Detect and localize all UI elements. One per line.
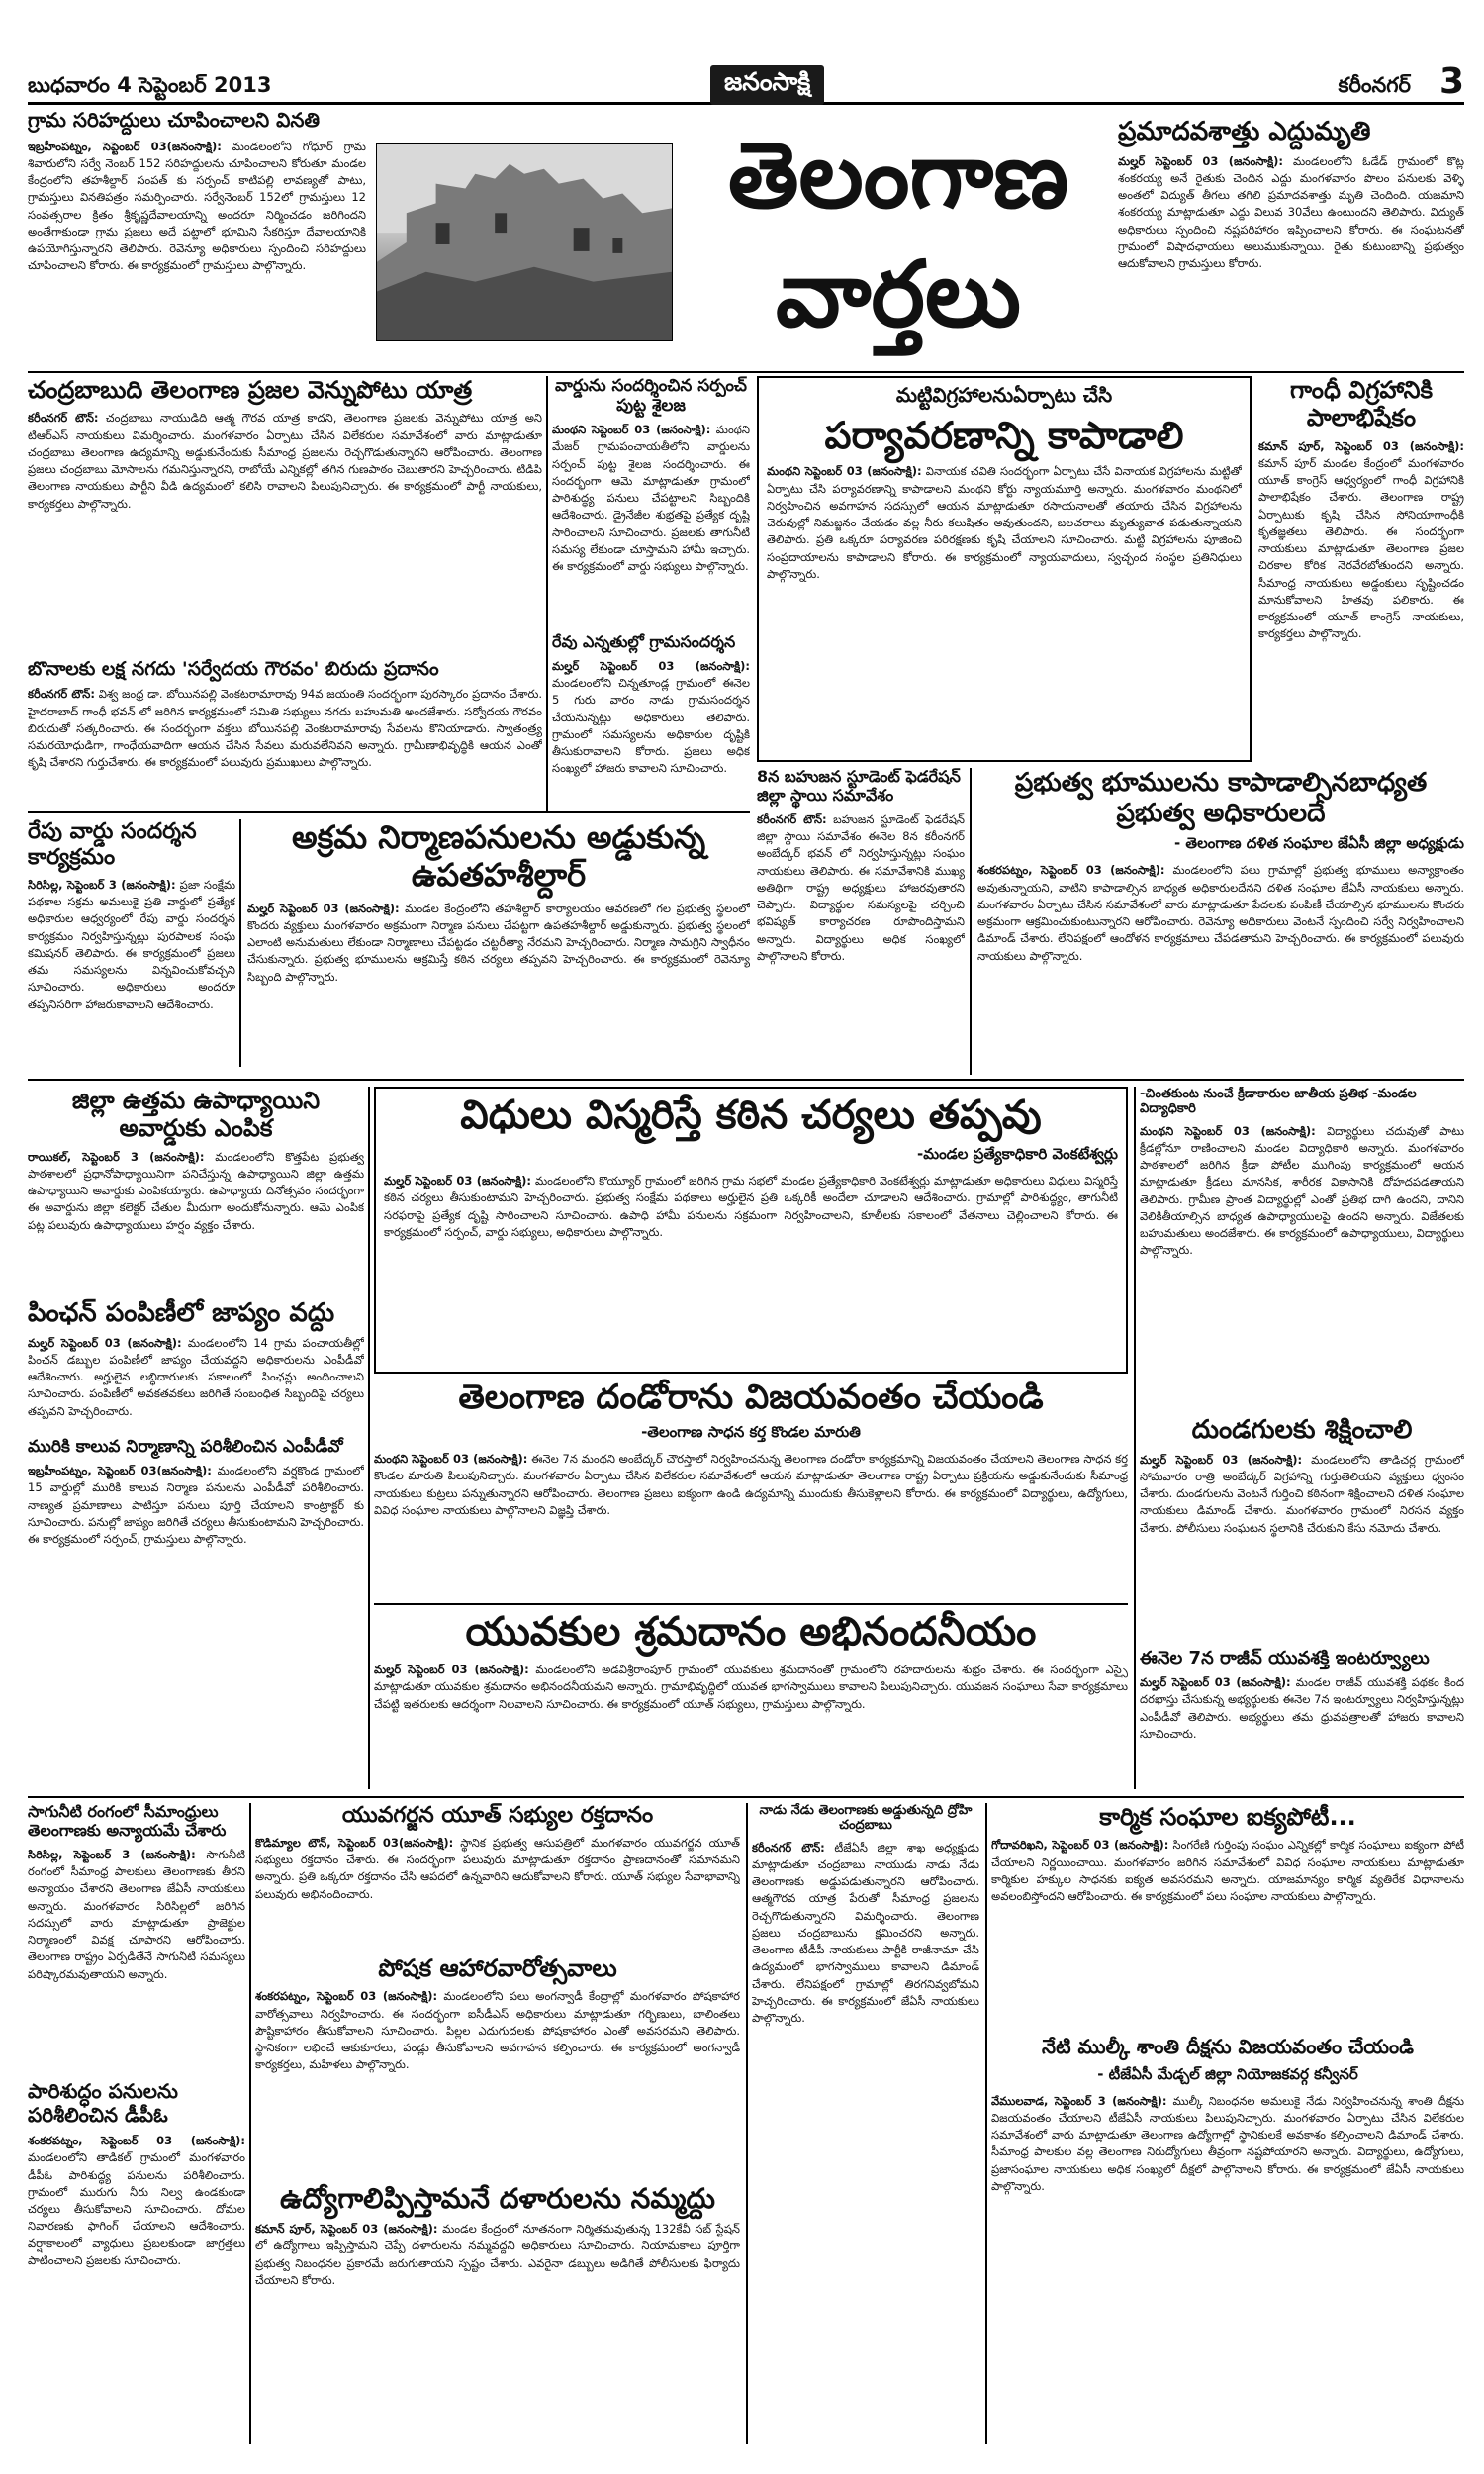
article-body: కరీంనగర్ టౌన్: చంద్రబాబు నాయుడిది ఆత్మ గౌరవ యాత్ర కాదని, తెలంగాణ ప్రజలకు వెన్నుపోటు యాత్ర అని టిఆర్ఎస్ నాయకులు విమర్శించారు. మంగళవారం ఏర్పాటు చేసిన విలేకరుల సమావేశంలో వారు మాట్లాడుతూ చంద్రబాబు తెలంగాణ ఉద్యమాన్ని అడ్డుకునేందుకు సీమాంధ్ర ప్రజలను రెచ్చగొడుతున్నారని ఆరోపించారు. తెలంగాణ ప్రజలు చంద్రబాబు మోసాలను గమనిస్తున్నారని, రాబోయే ఎన్నికల్లో తగిన గుణపాఠం చెబుతారని హెచ్చరించారు. టిడిపి తెలంగాణ నాయకులు పార్టీని వీడి ఉద్యమంలో కలిసి రావాలని పిలుపునిచ్చారు. ఈ కార్యక్రమంలో పార్టీ నాయకులు, కార్యకర్తలు పాల్గొన్నారు.	[28, 411, 542, 511]
article-headline: యువకుల శ్రమదానం అభినందనీయం	[465, 1609, 1037, 1655]
article-headline: -చింతకుంట నుంచే క్రీడాకారుల జాతీయ ప్రతిభ -మండల విద్యాధికారి	[1140, 1087, 1417, 1117]
issue-date: బుధవారం 4 సెప్టెంబర్ 2013	[28, 73, 272, 97]
article-parishuddham	[28, 2080, 245, 2444]
banner-title-line2: వార్తలు	[775, 241, 1022, 347]
article-headline: నేటి ముల్కీ శాంతి దీక్షను విజయవంతం చేయండి	[1042, 2036, 1414, 2058]
article-headline: గ్రామ సరిహద్దులు చూపించాలని వినతి	[28, 109, 321, 132]
article-headline: వార్డును సందర్శించిన సర్పంచ్ పుట్ట శైలజ	[555, 376, 747, 417]
article-yuvakula	[374, 1609, 1128, 1789]
article-body: మల్హర్ సెప్టెంబర్ 03 (జనంసాక్షి): మండలంలోని అడవిశ్రీరాంపూర్ గ్రామంలో యువకులు శ్రమదానంతో గ్రామంలోని రహదారులను శుభ్రం చేశారు. ఈ సందర్భంగా ఎస్సై మాట్లాడుతూ యువకుల శ్రమదానం అభినందనీయమని అన్నారు. గ్రామాభివృద్ధిలో యువత భాగస్వాములు కావాలని పిలుపునిచ్చారు. యువజన సంఘాలు సేవా కార్యక్రమాలు చేపట్టి ఇతరులకు ఆదర్శంగా నిలవాలని సూచించారు. ఈ కార్యక్రమంలో యూత్ సభ్యులు, గ్రామస్తులు పాల్గొన్నారు.	[374, 1663, 1128, 1711]
article-udyogalu	[255, 2182, 740, 2444]
article-body: మంథని సెప్టెంబర్ 03 (జనంసాక్షి): మంథని మేజర్ గ్రామపంచాయతీలోని వార్డులను సర్పంచ్ పుట్ట శైలజ సందర్శించారు. ఈ సందర్భంగా ఆమె మాట్లాడుతూ గ్రామంలో పారిశుద్ధ్య పనులు చేపట్టాలని సిబ్బందికి ఆదేశించారు. డ్రైనేజీల శుభ్రతపై ప్రత్యేక దృష్టి సారించాలని సూచించారు. ప్రజలకు తాగునీటి సమస్య లేకుండా చూస్తామని హామీ ఇచ్చారు. ఈ కార్యక్రమంలో వార్డు సభ్యులు పాల్గొన్నారు.	[552, 423, 750, 574]
article-vidhulu	[384, 1093, 1118, 1368]
article-headline: సాగునీటి రంగంలో సీమాంధ్రులు తెలంగాణకు అన్యాయమే చేశారు	[28, 1803, 227, 1840]
article-body: కరీంనగర్ టౌన్: బహుజన స్టూడెంట్ ఫెడరేషన్ జిల్లా స్థాయి సమావేశం ఈనెల 8న కరీంనగర్ అంబేద్కర్ భవన్ లో నిర్వహిస్తున్నట్లు సంఘం నాయకులు తెలిపారు. ఈ సమావేశానికి ముఖ్య అతిథిగా రాష్ట్ర అధ్యక్షులు హాజరవుతారని చెప్పారు. విద్యార్థుల సమస్యలపై చర్చించి భవిష్యత్ కార్యాచరణ రూపొందిస్తామని అన్నారు. విద్యార్థులు అధిక సంఖ్యలో పాల్గొనాలని కోరారు.	[757, 811, 965, 963]
article-headline: 8న బహుజన స్టూడెంట్ ఫెడరేషన్ జిల్లా స్థాయి సమావేశం	[757, 768, 961, 805]
article-grama	[28, 109, 366, 332]
article-bahujana	[757, 768, 965, 1075]
article-body: కొడిమ్యాల టౌన్, సెప్టెంబర్ 03(జనంసాక్షి): స్థానిక ప్రభుత్వ ఆసుపత్రిలో మంగళవారం యువగర్జన యూత్ సభ్యులు రక్తదానం చేశారు. ఈ సందర్భంగా పలువురు మాట్లాడుతూ రక్తదానం ప్రాణదానంతో సమానమని అన్నారు. ప్రతి ఒక్కరూ రక్తదానం చేసి ఆపదలో ఉన్నవారిని ఆదుకోవాలని కోరారు. యూత్ సభ్యుల సేవాభావాన్ని పలువురు అభినందించారు.	[255, 1835, 740, 1901]
article-headline: గాంధీ విగ్రహానికి పాలాభిషేకం	[1289, 376, 1434, 432]
article-rajiv	[1140, 1648, 1464, 1789]
article-body: వేములవాడ, సెప్టెంబర్ 3 (జనంసాక్షి): ముల్కీ నిబంధనల అమలుకై నేడు నిర్వహించనున్న శాంతి దీక్షను విజయవంతం చేయాలని టీజేఏసీ నాయకులు పిలుపునిచ్చారు. మంగళవారం ఏర్పాటు చేసిన విలేకరుల సమావేశంలో వారు మాట్లాడుతూ తెలంగాణ ఉద్యోగాల్లో స్థానికులకే అవకాశం కల్పించాలని డిమాండ్ చేశారు. సీమాంధ్ర పాలకుల వల్ల తెలంగాణ నిరుద్యోగులు తీవ్రంగా నష్టపోయారని అన్నారు. విద్యార్థులు, ఉద్యోగులు, ప్రజాసంఘాల నాయకులు అధిక సంఖ్యలో దీక్షలో పాల్గొనాలని కోరారు. ఈ కార్యక్రమంలో జేఏసీ నాయకులు పాల్గొన్నారు.	[991, 2093, 1464, 2193]
article-bonala	[28, 658, 542, 807]
article-headline: ఉద్యోగాలిప్పిస్తామనే దళారులను నమ్మద్దు	[280, 2182, 715, 2215]
article-body: మంథని సెప్టెంబర్ 03 (జనంసాక్షి): ఈనెల 7న మంథని అంబేద్కర్ చౌరస్తాలో నిర్వహించనున్న తెలంగాణ దండోరా కార్యక్రమాన్ని విజయవంతం చేయాలని తెలంగాణ సాధన కర్త కొండల మారుతి పిలుపునిచ్చారు. మంగళవారం ఏర్పాటు చేసిన విలేకరుల సమావేశంలో ఆయన మాట్లాడుతూ తెలంగాణ రాష్ట్ర ఏర్పాటు ప్రక్రియను అడ్డుకునేందుకు సీమాంధ్ర నాయకులు కుట్రలు పన్నుతున్నారని ఆరోపించారు. తెలంగాణ ప్రజలు ఐక్యంగా ఉండి ఉద్యమాన్ని ముందుకు తీసుకెళ్లాలని కోరారు. ఈ కార్యక్రమంలో విద్యార్థులు, ఉద్యోగులు, వివిధ సంఘాల నాయకులు పాల్గొనాలని విజ్ఞప్తి చేశారు.	[374, 1452, 1128, 1517]
article-mattivigrahalu	[767, 384, 1242, 755]
article-karmika	[991, 1803, 1464, 2031]
article-body: కమాన్ పూర్, సెప్టెంబర్ 03 (జనంసాక్షి): మండల కేంద్రంలో నూతనంగా నిర్మితమవుతున్న 132కేవీ సబ్ స్టేషన్ లో ఉద్యోగాలు ఇప్పిస్తామని చెప్పే దళారులను నమ్మవద్దని అధికారులు సూచించారు. నియామకాలు పూర్తిగా ప్రభుత్వ నిబంధనల ప్రకారమే జరుగుతాయని స్పష్టం చేశారు. ఎవరైనా డబ్బులు అడిగితే పోలీసులకు ఫిర్యాదు చేయాలని కోరారు.	[255, 2222, 740, 2287]
fort-photo	[376, 143, 673, 341]
article-body: మల్హర్ సెప్టెంబర్ 03 (జనంసాక్షి): మండలంలోని చిన్నతూండ్ల గ్రామంలో ఈనెల 5 గురు వారం నాడు గ్రామసందర్శన చేయనున్నట్లు అధికారులు తెలిపారు. గ్రామంలో సమస్యలను అధికారుల దృష్టికి తీసుకురావాలని కోరారు. ప్రజలు అధిక సంఖ్యలో హాజరు కావాలని సూచించారు.	[552, 658, 750, 776]
article-dandora	[374, 1378, 1128, 1600]
article-body: ఇబ్రహీంపట్నం, సెప్టెంబర్ 03(జనంసాక్షి): మండలంలోని గోధూర్ గ్రామ శివారులోని సర్వే నెంబర్ 152 సరిహద్దులను చూపించాలని కోరుతూ మండల కేంద్రంలోని తహశీల్దార్ సంపత్ కు సర్పంచ్ కాటిపల్లి లావణ్యతో పాటు, గ్రామస్తులు వినతిపత్రం సమర్పించారు. సర్వేనెంబర్ 152లో గ్రామస్తులు 12 సంవత్సరాల క్రితం శ్రీకృష్ణదేవాలయాన్ని అందరూ నిర్మించడం జరిగిందని అంతేగాకుండా గ్రామ ప్రజలు అదే పట్టాలో భూమిని సేకరిస్తూ దేవాలయానికి ఉపయోగిస్తున్నారని తెలిపారు. రెవెన్యూ అధికారులు స్పందించి సరిహద్దులు చూపించాలని కోరారు. ఈ కార్యక్రమంలో గ్రామస్తులు పాల్గొన్నారు.	[28, 139, 366, 273]
article-pinchan	[28, 1298, 364, 1432]
article-body: మంథని సెప్టెంబర్ 03 (జనంసాక్షి): వినాయక చవితి సందర్భంగా ఏర్పాటు చేసే వినాయక విగ్రహాలను మట్టితో ఏర్పాటు చేసి పర్యావరణాన్ని కాపాడాలని మంథని కోర్టు న్యాయమూర్తి అన్నారు. మంగళవారం మంథనిలో నిర్వహించిన అవగాహన సదస్సులో ఆయన మాట్లాడుతూ రసాయనాలతో తయారు చేసిన విగ్రహాలను చెరువుల్లో నిమజ్జనం చేయడం వల్ల నీరు కలుషితం అవుతుందని, జలచరాలు మృత్యువాత పడుతున్నాయని తెలిపారు. ప్రతి ఒక్కరూ పర్యావరణ పరిరక్షణకు కృషి చేయాలని సూచించారు. మట్టి విగ్రహాలను పూజించి సంప్రదాయాలను కాపాడాలని కోరారు. ఈ కార్యక్రమంలో న్యాయవాదులు, స్వచ్ఛంద సంస్థల ప్రతినిధులు పాల్గొన్నారు.	[767, 464, 1242, 581]
section-banner	[376, 124, 1108, 366]
article-headline: తెలంగాణ దండోరాను విజయవంతం చేయండి	[458, 1378, 1044, 1417]
article-headline: పారిశుద్ధం పనులను పరిశీలించిన డీపీఓ	[28, 2080, 178, 2127]
article-headline: రేవు ఎన్నతుల్లో గ్రామసందర్శన	[552, 633, 736, 651]
article-poshaka	[255, 1954, 740, 2177]
article-headline: యువగర్జన యూత్ సభ్యుల రక్తదానం	[341, 1803, 654, 1828]
article-headline: పర్యావరణాన్ని కాపాడాలి	[824, 413, 1184, 457]
article-body: గోదావరిఖని, సెప్టెంబర్ 03 (జనంసాక్షి): సింగరేణి గుర్తింపు సంఘం ఎన్నికల్లో కార్మిక సంఘాలు ఐక్యంగా పోటీ చేయాలని నిర్ణయించాయి. మంగళవారం జరిగిన సమావేశంలో వివిధ సంఘాల నాయకులు మాట్లాడుతూ కార్మికుల హక్కుల సాధనకు ఐక్యత అవసరమని అన్నారు. యాజమాన్యం కార్మిక వ్యతిరేక విధానాలను అవలంబిస్తోందని ఆరోపించారు. ఈ కార్యక్రమంలో పలు సంఘాల నాయకులు పాల్గొన్నారు.	[991, 1838, 1464, 1904]
article-body: మల్హర్ సెప్టెంబర్ 03 (జనంసాక్షి): మండలంలోని తాడిచర్ల గ్రామంలో సోమవారం రాత్రి అంబేద్కర్ విగ్రహాన్ని గుర్తుతెలియని వ్యక్తులు ధ్వంసం చేశారు. దుండగులను వెంటనే గుర్తించి కఠినంగా శిక్షించాలని దళిత సంఘాల నాయకులు డిమాండ్ చేశారు. మంగళవారం గ్రామంలో నిరసన వ్యక్తం చేశారు. పోలీసులు సంఘటన స్థలానికి చేరుకుని కేసు నమోదు చేశారు.	[1140, 1452, 1464, 1535]
article-body: మల్హర్ సెప్టెంబర్ 03 (జనంసాక్షి): మండలంలోని 14 గ్రామ పంచాయతీల్లో పింఛన్ డబ్బుల పంపిణీలో జాప్యం చేయవద్దని అధికారులను ఎంపీడీవో ఆదేశించారు. అర్హులైన లబ్ధిదారులకు సకాలంలో పింఛన్లు అందించాలని సూచించారు. పంపిణీలో అవకతవకలు జరిగితే సంబంధిత సిబ్బందిపై చర్యలు తప్పవని హెచ్చరించారు.	[28, 1335, 364, 1418]
article-body: కమాన్ పూర్, సెప్టెంబర్ 03 (జనంసాక్షి): కమాన్ పూర్ మండల కేంద్రంలో మంగళవారం యూత్ కాంగ్రెస్ ఆధ్వర్యంలో గాంధీ విగ్రహానికి పాలాభిషేకం చేశారు. తెలంగాణ రాష్ట్ర ఏర్పాటుకు కృషి చేసిన సోనియాగాంధీకి కృతజ్ఞతలు తెలిపారు. ఈ సందర్భంగా నాయకులు మాట్లాడుతూ తెలంగాణ ప్రజల చిరకాల కోరిక నెరవేరబోతుందని అన్నారు. సీమాంధ్ర నాయకులు అడ్డంకులు సృష్టించడం మానుకోవాలని హితవు పలికారు. ఈ కార్యక్రమంలో యూత్ కాంగ్రెస్ నాయకులు, కార్యకర్తలు పాల్గొన్నారు.	[1258, 438, 1464, 641]
article-byline: - తెలంగాణ దళిత సంఘాల జేఏసీ జిల్లా అధ్యక్షుడు	[1173, 834, 1464, 853]
article-headline: అక్రమ నిర్మాణపనులను అడ్డుకున్న ఉపతహశీల్దార్	[291, 819, 706, 894]
article-netimulki	[991, 2036, 1464, 2444]
article-body: రాయికల్, సెప్టెంబర్ 3 (జనంసాక్షి): మండలంలోని కొత్తపేట ప్రభుత్వ పాఠశాలలో ప్రధానోపాధ్యాయినిగా పనిచేస్తున్న ఉపాధ్యాయిని జిల్లా ఉత్తమ ఉపాధ్యాయిని అవార్డుకు ఎంపికయ్యారు. ఉపాధ్యాయ దినోత్సవం సందర్భంగా ఈ అవార్డును జిల్లా కలెక్టర్ చేతుల మీదుగా అందుకోనున్నారు. ఆమె ఎంపిక పట్ల పలువురు ఉపాధ్యాయులు హర్షం వ్యక్తం చేశారు.	[28, 1149, 364, 1232]
masthead	[28, 59, 1464, 105]
article-yuvagarjana	[255, 1803, 740, 1950]
article-body: మల్హర్ సెప్టెంబర్ 03 (జనంసాక్షి): మండల కేంద్రంలోని తహశీల్దార్ కార్యాలయం ఆవరణలో గల ప్రభుత్వ స్థలంలో కొందరు వ్యక్తులు మంగళవారం అక్రమంగా నిర్మాణ పనులు చేపట్టగా ఉపతహశీల్దార్ అడ్డుకున్నారు. ప్రభుత్వ స్థలంలో ఎలాంటి అనుమతులు లేకుండా నిర్మాణాలు చేపట్టడం చట్టరీత్యా నేరమని హెచ్చరించారు. నిర్మాణ సామగ్రిని స్వాధీనం చేసుకున్నారు. ప్రభుత్వ భూములను ఆక్రమిస్తే కఠిన చర్యలు తప్పవని హెచ్చరించారు. ఈ కార్యక్రమంలో రెవెన్యూ సిబ్బంది పాల్గొన్నారు.	[247, 901, 750, 984]
article-chinthakunta	[1140, 1087, 1464, 1408]
article-zilla	[28, 1087, 364, 1294]
banner-title-line1: తెలంగాణ	[727, 123, 1069, 229]
article-headline: పింఛన్ పంపిణీలో జాప్యం వద్దు	[28, 1298, 335, 1328]
article-headline: రేపు వార్డు సందర్శన కార్యక్రమం	[28, 819, 197, 870]
article-headline: పోషక ఆహారవారోత్సవాలు	[378, 1954, 617, 1982]
article-pramadavasattu	[1118, 117, 1464, 364]
article-saguneeti	[28, 1803, 245, 2075]
article-revuvardu	[28, 819, 235, 1067]
article-headline: నాడు నేడు తెలంగాణకు అడ్డుతున్నది ద్రోహి చంద్రబాబు	[759, 1803, 973, 1834]
article-body: మల్హర్ సెప్టెంబర్ 03 (జనంసాక్షి): మండల రాజీవ్ యువశక్తి పథకం కింద దరఖాస్తు చేసుకున్న అభ్యర్థులకు ఈనెల 7న ఇంటర్వ్యూలు నిర్వహిస్తున్నట్లు ఎంపీడీవో తెలిపారు. అభ్యర్థులు తమ ధ్రువపత్రాలతో హాజరు కావాలని సూచించారు.	[1140, 1675, 1464, 1741]
article-body: సిరిసిల్ల, సెప్టెంబర్ 3 (జనంసాక్షి): సాగునీటి రంగంలో సీమాంధ్ర పాలకులు తెలంగాణకు తీరని అన్యాయం చేశారని తెలంగాణ జేఏసీ నాయకులు అన్నారు. మంగళవారం సిరిసిల్లలో జరిగిన సదస్సులో వారు మాట్లాడుతూ ప్రాజెక్టుల నిర్మాణంలో వివక్ష చూపారని ఆరోపించారు. తెలంగాణ రాష్ట్రం ఏర్పడితేనే సాగునీటి సమస్యలు పరిష్కారమవుతాయని అన్నారు.	[28, 1847, 245, 1981]
article-headline: ప్రమాదవశాత్తు ఎద్దుమృతి	[1118, 117, 1371, 146]
article-headline: ఈనెల 7న రాజీవ్ యువశక్తి ఇంటర్వ్యూలు	[1140, 1648, 1430, 1668]
article-body: శంకరపట్నం, సెప్టెంబర్ 03 (జనంసాక్షి): మండలంలోని తాడికల్ గ్రామంలో మంగళవారం డీపీఓ పారిశుద్ధ్య పనులను పరిశీలించారు. గ్రామంలో మురుగు నీరు నిల్వ ఉండకుండా చర్యలు తీసుకోవాలని సూచించారు. దోమల నివారణకు ఫాగింగ్ చేయాలని ఆదేశించారు. వర్షాకాలంలో వ్యాధులు ప్రబలకుండా జాగ్రత్తలు పాటించాలని ప్రజలకు సూచించారు.	[28, 2134, 245, 2267]
article-body: ఇబ్రహీంపట్నం, సెప్టెంబర్ 03(జనంసాక్షి): మండలంలోని వర్షకొండ గ్రామంలో 15 వార్డుల్లో మురికి కాలువ నిర్మాణ పనులను ఎంపీడీవో పరిశీలించారు. నాణ్యత ప్రమాణాలు పాటిస్తూ పనులు పూర్తి చేయాలని కాంట్రాక్టర్ కు సూచించారు. పనుల్లో జాప్యం జరిగితే చర్యలు తీసుకుంటామని హెచ్చరించారు. ఈ కార్యక్రమంలో సర్పంచ్, గ్రామస్తులు పాల్గొన్నారు.	[28, 1464, 364, 1547]
article-body: కరీంనగర్ టౌన్: విశ్వ జంధ్ర డా. బోయినపల్లి వెంకటరామారావు 94వ జయంతి సందర్భంగా పురస్కారం ప్రదానం చేశారు. హైదరాబాద్ గాంధీ భవన్ లో జరిగిన కార్యక్రమంలో సమితి సభ్యులు నగదు బహుమతి అందజేశారు. సర్వోదయ గౌరవం బిరుదుతో సత్కరించారు. ఈ సందర్భంగా వక్తలు బోయినపల్లి వెంకటరామారావు సేవలను కొనియాడారు. స్వాతంత్ర్య సమరయోధుడిగా, గాంధేయవాదిగా ఆయన చేసిన సేవలు మరువలేనివని అన్నారు. గ్రామీణాభివృద్ధికి ఆయన ఎంతో కృషి చేశారని గుర్తుచేశారు. ఈ కార్యక్రమంలో పలువురు ప్రముఖులు పాల్గొన్నారు.	[28, 687, 542, 770]
article-headline: ప్రభుత్వ భూములను కాపాడాల్సినబాధ్యత ప్రభుత్వ అధికారులదే	[1014, 768, 1428, 828]
article-akrama	[247, 819, 750, 1067]
article-vaarlunu	[552, 376, 750, 628]
article-headline: విధులు విస్మరిస్తే కఠిన చర్యలు తప్పవు	[460, 1093, 1042, 1138]
article-bhumulu	[977, 768, 1464, 1075]
article-revenue	[552, 633, 750, 807]
article-body: శంకరపట్నం, సెప్టెంబర్ 03 (జనంసాక్షి): మండలంలోని పలు గ్రామాల్లో ప్రభుత్వ భూములు అన్యాక్రాంతం అవుతున్నాయని, వాటిని కాపాడాల్సిన బాధ్యత అధికారులదేనని దళిత సంఘాల జేఏసీ నాయకులు అన్నారు. మంగళవారం ఏర్పాటు చేసిన సమావేశంలో వారు మాట్లాడుతూ పేదలకు పంపిణీ చేయాల్సిన భూములను కొందరు అక్రమంగా ఆక్రమించుకుంటున్నారని ఆరోపించారు. రెవెన్యూ అధికారులు వెంటనే స్పందించి సర్వే నిర్వహించాలని డిమాండ్ చేశారు. లేనిపక్షంలో ఆందోళన కార్యక్రమాలు చేపడతామని హెచ్చరించారు. ఈ కార్యక్రమంలో పలువురు నాయకులు పాల్గొన్నారు.	[977, 863, 1464, 963]
article-headline: మురికి కాలువ నిర్మాణాన్ని పరిశీలించిన ఎంపీడీవో	[28, 1437, 343, 1457]
article-headline: కార్మిక సంఘాల ఐక్యపోటీ...	[1099, 1803, 1356, 1831]
article-body: మంథని సెప్టెంబర్ 03 (జనంసాక్షి): విద్యార్థులు చదువుతో పాటు క్రీడల్లోనూ రాణించాలని మండల విద్యాధికారి అన్నారు. మంగళవారం పాఠశాలలో జరిగిన క్రీడా పోటీల ముగింపు కార్యక్రమంలో ఆయన మాట్లాడుతూ క్రీడలు మానసిక, శారీరక వికాసానికి దోహదపడతాయని తెలిపారు. గ్రామీణ ప్రాంత విద్యార్థుల్లో ఎంతో ప్రతిభ దాగి ఉందని, దానిని వెలికితీయాల్సిన బాధ్యత ఉపాధ్యాయులపై ఉందని అన్నారు. విజేతలకు బహుమతులు అందజేశారు. ఈ కార్యక్రమంలో ఉపాధ్యాయులు, విద్యార్థులు పాల్గొన్నారు.	[1140, 1123, 1464, 1258]
article-body: మల్హర్ సెప్టెంబర్ 03 (జనంసాక్షి): మండలంలోని ఓడేడ్ గ్రామంలో కొట్ల శంకరయ్య అనే రైతుకు చెందిన ఎద్దు మంగళవారం పొలం పనులకు వెళ్ళి అంతలో విద్యుత్ తీగలు తగిలి ప్రమాదవశాత్తు మృతి చెందింది. యజమాని శంకరయ్య మాట్లాడుతూ ఎద్దు విలువ 30వేలు ఉంటుందని తెలిపారు. విద్యుత్ అధికారులు స్పందించి నష్టపరిహారం ఇప్పించాలని కోరారు. ఈ సంఘటనతో గ్రామంలో విషాదఛాయలు అలుముకున్నాయి. రైతు కుటుంబాన్ని ప్రభుత్వం ఆదుకోవాలని గ్రామస్తులు కోరారు.	[1118, 153, 1464, 271]
article-byline: - టీజేఏసీ మేడ్చల్ జిల్లా నియోజకవర్గ కన్వీనర్	[1097, 2064, 1358, 2083]
article-byline: -మండల ప్రత్యేకాధికారి వెంకటేశ్వర్లు	[916, 1145, 1118, 1164]
article-naadu	[752, 1803, 979, 2444]
article-dundagulu	[1140, 1415, 1464, 1643]
article-body: కరీంనగర్ టౌన్: టీజేఏసీ జిల్లా శాఖ అధ్యక్షుడు మాట్లాడుతూ చంద్రబాబు నాయుడు నాడు నేడు తెలంగాణకు అడ్డుపడుతున్నారని ఆరోపించారు. ఆత్మగౌరవ యాత్ర పేరుతో సీమాంధ్ర ప్రజలను రెచ్చగొడుతున్నారని విమర్శించారు. తెలంగాణ ప్రజలు చంద్రబాబును క్షమించరని అన్నారు. తెలంగాణ టీడీపీ నాయకులు పార్టీకి రాజీనామా చేసి ఉద్యమంలో భాగస్వాములు కావాలని డిమాండ్ చేశారు. లేనిపక్షంలో గ్రామాల్లో తిరగనివ్వబోమని హెచ్చరించారు. ఈ కార్యక్రమంలో జేఏసీ నాయకులు పాల్గొన్నారు.	[752, 1840, 979, 2026]
article-chandrababu	[28, 376, 542, 653]
article-muriki	[28, 1437, 364, 1788]
article-byline: -తెలంగాణ సాధన కర్త కొండల మారుతి	[641, 1423, 861, 1442]
newspaper-logo: జనంసాక్షి	[710, 65, 824, 105]
article-gandhi	[1258, 376, 1464, 762]
article-headline: జిల్లా ఉత్తమ ఉపాధ్యాయిని అవార్డుకు ఎంపిక	[71, 1087, 321, 1143]
edition-city: కరీంనగర్	[1338, 73, 1411, 97]
article-headline: దుండగులకు శిక్షించాలి	[1191, 1415, 1413, 1445]
article-body: శంకరపట్నం, సెప్టెంబర్ 03 (జనంసాక్షి): మండలంలోని పలు అంగన్వాడీ కేంద్రాల్లో మంగళవారం పోషకాహార వారోత్సవాలు నిర్వహించారు. ఈ సందర్భంగా ఐసీడీఎస్ అధికారులు మాట్లాడుతూ గర్భిణులు, బాలింతలు పౌష్టికాహారం తీసుకోవాలని సూచించారు. పిల్లల ఎదుగుదలకు పోషకాహారం ఎంతో అవసరమని తెలిపారు. స్థానికంగా లభించే ఆకుకూరలు, పండ్లు తీసుకోవాలని అవగాహన కల్పించారు. ఈ కార్యక్రమంలో అంగన్వాడీ కార్యకర్తలు, మహిళలు పాల్గొన్నారు.	[255, 1989, 740, 2072]
article-kicker: మట్టివిగ్రహాలనుఏర్పాటు చేసి	[895, 384, 1113, 407]
article-headline: చంద్రబాబుది తెలంగాణ ప్రజల వెన్నుపోటు యాత్ర	[28, 376, 473, 404]
article-headline: బొనాలకు లక్ష నగదు 'సర్వేదయ గౌరవం' బిరుదు ప్రదానం	[28, 658, 439, 680]
article-body: మల్హర్ సెప్టెంబర్ 03 (జనంసాక్షి): మండలంలోని కొయ్యూర్ గ్రామంలో జరిగిన గ్రామ సభలో మండల ప్రత్యేకాధికారి వెంకటేశ్వర్లు మాట్లాడుతూ అధికారులు విధులు విస్మరిస్తే కఠిన చర్యలు తీసుకుంటామని హెచ్చరించారు. ప్రభుత్వ సంక్షేమ పథకాలు అర్హులైన ప్రతి ఒక్కరికీ అందేలా చూడాలని ఆదేశించారు. గ్రామాల్లో పారిశుద్ధ్యం, తాగునీటి సరఫరాపై ప్రత్యేక దృష్టి సారించాలని సూచించారు. ఉపాధి హామీ పనులను సక్రమంగా నిర్వహించాలని, కూలీలకు సకాలంలో వేతనాలు చెల్లించాలని కోరారు. ఈ కార్యక్రమంలో సర్పంచ్, వార్డు సభ్యులు, అధికారులు పాల్గొన్నారు.	[384, 1174, 1118, 1239]
page-number: 3	[1438, 61, 1464, 102]
article-body: సిరిసిల్ల, సెప్టెంబర్ 3 (జనంసాక్షి): ప్రజా సంక్షేమ పథకాల సక్రమ అమలుకై ప్రతి వార్డులో ప్రత్యేక అధికారుల ఆధ్వర్యంలో రేపు వార్డు సందర్శన కార్యక్రమం నిర్వహిస్తున్నట్లు పురపాలక సంఘ కమిషనర్ తెలిపారు. ఈ కార్యక్రమంలో ప్రజలు తమ సమస్యలను విన్నవించుకోవచ్చని సూచించారు. అధికారులు అందరూ తప్పనిసరిగా హాజరుకావాలని ఆదేశించారు.	[28, 877, 235, 1011]
